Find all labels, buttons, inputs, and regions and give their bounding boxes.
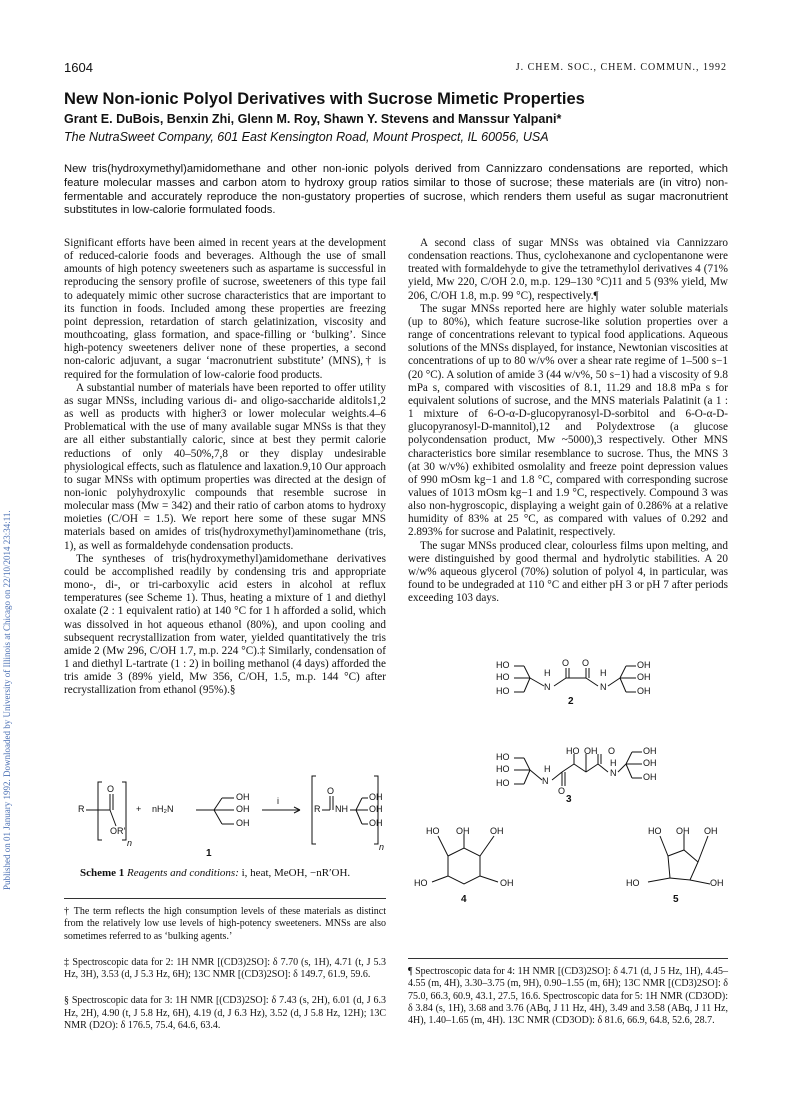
paragraph: The sugar MNSs reported here are highly water soluble materials (up to 80%), which feature sucrose-like solution properties over a range of concentrations relevant to typical food applications. Aqueous solutions of the MNSs displayed, for instance, Newtonian viscosities at concentrations of up to 80 w/v% over a shear rate regime of 1–500 s−1 (20 °C). A solution of amide 3 (44 w/v%, 50 s−1) had a viscosity of 9.8 mPa s, compared with viscosities of 8.1, 11.29 and 18.8 mPa s for equivalent solutions of sucrose, and the MNS materials Palatinit (a 1 : 1 mixture of 6-O-α-D-glucopyranosyl-D-sorbitol and 6-O-α-D-glucopyranosyl-D-mannitol),12 and Polydextrose (a glucose polycondensation product, Mw ~5000),3 respectively. Other MNS characteristics bore similar resemblance to sucrose. Thus, the MNS 3 (at 30 w/v%) exhibited osmolality and freeze point depression values of 990 mOsm kg−1 and 1.8 °C, compared with corresponding sucrose values of 1013 mOsm kg−1 and 1.9 °C, respectively. Compound 3 was also non-hygroscopic, displaying a weight gain of 0.286% at a relative humidity of 83% at 25 °C, as compared with values of 0.292 and 2.893% for sucrose and Palatinit, respectively. xyxy=(408,302,728,539)
scheme-label: OH xyxy=(369,792,383,802)
compound-number: 2 xyxy=(568,696,574,707)
article-title: New Non-ionic Polyol Derivatives with Sucrose Mimetic Properties xyxy=(64,90,585,108)
structure-label: N xyxy=(600,682,607,692)
structures-4-5 xyxy=(408,822,728,922)
scheme-label: OH xyxy=(236,818,250,828)
structure-label: HO xyxy=(496,660,510,670)
compound-number: 5 xyxy=(673,894,679,905)
structure-label: HO xyxy=(496,686,510,696)
scheme-label: R xyxy=(314,804,321,814)
compound-number: 4 xyxy=(461,894,467,905)
structure-label: OH xyxy=(710,878,724,888)
structure-label: OH xyxy=(676,826,690,836)
page-number: 1604 xyxy=(64,60,93,75)
article-abstract: New tris(hydroxymethyl)amidomethane and other non-ionic polyols derived from Cannizzaro condensations are reported, which feature molecular masses and carbon atom to hydroxy group ratios similar to those of sucrose; these materials are (in vitro) non-fermentable and accurately reproduce the non-gustatory properties of sucrose, which renders them useful as sugar macronutrient substitutes in low-calorie formulated foods. xyxy=(64,163,728,217)
caption-label: Scheme 1 xyxy=(80,867,125,879)
structure-label: OH xyxy=(704,826,718,836)
article-authors: Grant E. DuBois, Benxin Zhi, Glenn M. Roy, Shawn Y. Stevens and Manssur Yalpani* xyxy=(64,112,562,126)
scheme-label: OR′ xyxy=(110,826,126,836)
structure-label: O xyxy=(608,746,616,756)
paragraph: The sugar MNSs produced clear, colourless films upon melting, and were distinguished by good thermal and hydrolytic stabilities. A 20 w/w% aqueous glycerol (70%) solution of polyol 4, in particular, was found to be undegraded at 110 °C and either pH 3 or pH 7 after periods exceeding 103 days. xyxy=(408,539,728,605)
paragraph: The syntheses of tris(hydroxymethyl)amidomethane derivatives could be accomplished readily by condensing tris and appropriate mono-, di-, or tri-carboxylic acid esters in alcohol at reflux temperatures (see Scheme 1). Thus, heating a mixture of 1 and diethyl oxalate (2 : 1 equivalent ratio) at 140 °C for 1 h afforded a solid, which was dissolved in hot aqueous ethanol (80%), and upon cooling and subsequent recrystallization from water, yielded quantitatively the tris amide 2 (Mw 296, C/OH 1.7, m.p. 224 °C).‡ Similarly, condensation of 1 and diethyl L-tartrate (1 : 2) in boiling methanol (4 days) afforded the tris amide 3 (89% yield, Mw 356, C/OH, 1.5, m.p. 144 °C) after recrystallization from ethanol (95%).§ xyxy=(64,552,386,697)
structure-label: OH xyxy=(643,772,657,782)
footnotes-right xyxy=(408,966,728,1027)
left-column xyxy=(64,237,386,697)
footnote: § Spectroscopic data for 3: 1H NMR [(CD3)2SO]: δ 7.43 (s, 2H), 6.01 (d, J 6.3 Hz, 2H), 4.90 (t, J 5.8 Hz, 6H), 4.19 (d, J 6.3 Hz), 3.52 (d, J 5.8 Hz, 12H); 13C NMR (D2O): δ 176.5, 75.4, 64.6, 63.4. xyxy=(64,995,386,1032)
scheme-label: O xyxy=(107,784,115,794)
footnote: ‡ Spectroscopic data for 2: 1H NMR [(CD3)2SO]: δ 7.70 (s, 1H), 4.71 (t, J 5.3 Hz, 3H), 3.53 (d, J 5.3 Hz, 6H); 13C NMR [(CD3)2SO]: δ 149.7, 61.9, 59.6. xyxy=(64,956,386,981)
structure-label: N xyxy=(544,682,551,692)
structure-label: HO xyxy=(566,746,580,756)
journal-header: J. CHEM. SOC., CHEM. COMMUN., 1992 xyxy=(515,62,727,73)
compound-number: 1 xyxy=(206,848,212,859)
structure-label: OH xyxy=(500,878,514,888)
structure-label: OH xyxy=(637,672,651,682)
structure-label: N xyxy=(542,776,549,786)
scheme-label: n xyxy=(127,838,133,848)
structure-label: H xyxy=(600,668,607,678)
footnote: ¶ Spectroscopic data for 4: 1H NMR [(CD3)2SO]: δ 4.71 (d, J 5 Hz, 1H), 4.45–4.55 (m, 4H), 3.30–3.75 (m, 9H), 0.90–1.55 (m, 6H); 13C NMR [(CD3)2SO]: δ 75.0, 66.3, 60.9, 43.1, 27.5, 16.6. Spectroscopic data for 5: 1H NMR (CD3OD): δ 3.84 (s, 1H), 3.68 and 3.76 (ABq, J 11 Hz, 4H), 3.49 and 3.58 (ABq, J 11 Hz, 4H), 1.40–1.65 (m, 4H). 13C NMR (CD3OD): δ 81.6, 66.9, 64.8, 52.6, 28.7. xyxy=(408,966,728,1027)
article-affiliation: The NutraSweet Company, 601 East Kensington Road, Mount Prospect, IL 60056, USA xyxy=(64,130,549,144)
caption-text: i, heat, MeOH, −nR′OH. xyxy=(241,867,351,879)
structure-label: HO xyxy=(426,826,440,836)
scheme-label: OH xyxy=(369,818,383,828)
paragraph: A substantial number of materials have been reported to offer utility as sugar MNSs, including various di- and oligo-saccharide alditols1,2 as well as products with higher3 or lower molecular weights.4–6 Problematical with the use of many available sugar MNSs is that they are all either substantially caloric, since at best they permit calorie reductions of only 40–50%,7,8 or they display undesirable physiological effects, such as flatulence and laxation.9,10 Our approach to sugar MNSs with optimum properties was directed at the design of non-ionic polyhydroxylic compounds that resemble sucrose in molecular mass (Mw = 342) and their ratio of carbon atoms to hydroxy moieties (C/OH = 1.5). We report here some of these sugar MNS materials based on amides of tris(hydroxymethyl)aminomethane (tris, 1), as well as formaldehyde condensation products. xyxy=(64,381,386,552)
structure-label: HO xyxy=(648,826,662,836)
structure-label: HO xyxy=(496,752,510,762)
download-stamp xyxy=(2,210,18,890)
structure-label: H xyxy=(610,758,617,768)
structure-label: O xyxy=(582,658,590,668)
scheme-arrow-label: i xyxy=(277,796,279,806)
structure-label: N xyxy=(610,768,617,778)
footnote: † The term reflects the high consumption levels of these materials as distinct from the relatively low use levels of high-potency sweeteners. MNSs are also sometimes referred to as ‘bulking agents.’ xyxy=(64,906,386,942)
structures-4-5-bonds xyxy=(408,822,728,922)
scheme-label: OH xyxy=(236,792,250,802)
scheme-label: + xyxy=(136,804,142,814)
scheme-label: n xyxy=(379,842,385,852)
scheme-1-caption xyxy=(80,867,350,879)
structure-label: OH xyxy=(584,746,598,756)
structure-label: HO xyxy=(414,878,428,888)
structure-label: H xyxy=(544,668,551,678)
structure-label: OH xyxy=(643,758,657,768)
footnote-rule xyxy=(64,898,386,899)
scheme-label: NH xyxy=(335,804,348,814)
structure-label: OH xyxy=(643,746,657,756)
compound-number: 3 xyxy=(566,794,572,805)
caption-italic: Reagents and conditions: xyxy=(127,867,239,879)
scheme-label: OH xyxy=(236,804,250,814)
structure-label: O xyxy=(562,658,570,668)
footnote-rule xyxy=(408,958,728,959)
structure-label: OH xyxy=(637,686,651,696)
structure-label: OH xyxy=(637,660,651,670)
paragraph: Significant efforts have been aimed in recent years at the development of reduced-calorie foods and beverages. Although the use of small amounts of high potency sweeteners such as aspartame is successful in reproducing the sensory profile of sucrose, sweeteners of this type fail to adequately mimic other sucrose characteristics that are important to its function in foods. Included among these properties are freezing point depression, retardation of starch gelatinization, viscosity and mouthcoating, glass formation, and space-filling or ‘bulking’. Since high-potency sweeteners deliver none of these properties, a second non-caloric adjuvant, a sugar ‘macronutrient substitute’ (MNS),† is required for the formulation of low-calorie food products. xyxy=(64,237,386,381)
scheme-label: R xyxy=(78,804,85,814)
scheme-label: nH₂N xyxy=(152,804,174,814)
structure-label: O xyxy=(558,786,566,796)
scheme-label: O xyxy=(327,786,335,796)
structure-label: HO xyxy=(496,778,510,788)
structure-label: OH xyxy=(456,826,470,836)
structure-label: H xyxy=(544,764,551,774)
right-column xyxy=(408,237,728,605)
scheme-1 xyxy=(64,770,394,860)
structure-label: HO xyxy=(496,672,510,682)
paragraph: A second class of sugar MNSs was obtained via Cannizzaro condensation reactions. Thus, cyclohexanone and cyclopentanone were treated with formaldehyde to give the tetramethylol derivatives 4 (71% yield, Mw 220, C/OH 2.0, m.p. 129–130 °C)11 and 5 (93% yield, Mw 206, C/OH 1.8, m.p. 99 °C), respectively.¶ xyxy=(408,237,728,302)
scheme-label: OH xyxy=(369,804,383,814)
structure-label: HO xyxy=(626,878,640,888)
download-stamp-text: Published on 01 January 1992. Downloaded by University of Illinois at Chicago on 22/10/2014 23:34:11. xyxy=(2,510,12,890)
structure-label: HO xyxy=(496,764,510,774)
structure-label: OH xyxy=(490,826,504,836)
footnotes-left xyxy=(64,906,386,1032)
